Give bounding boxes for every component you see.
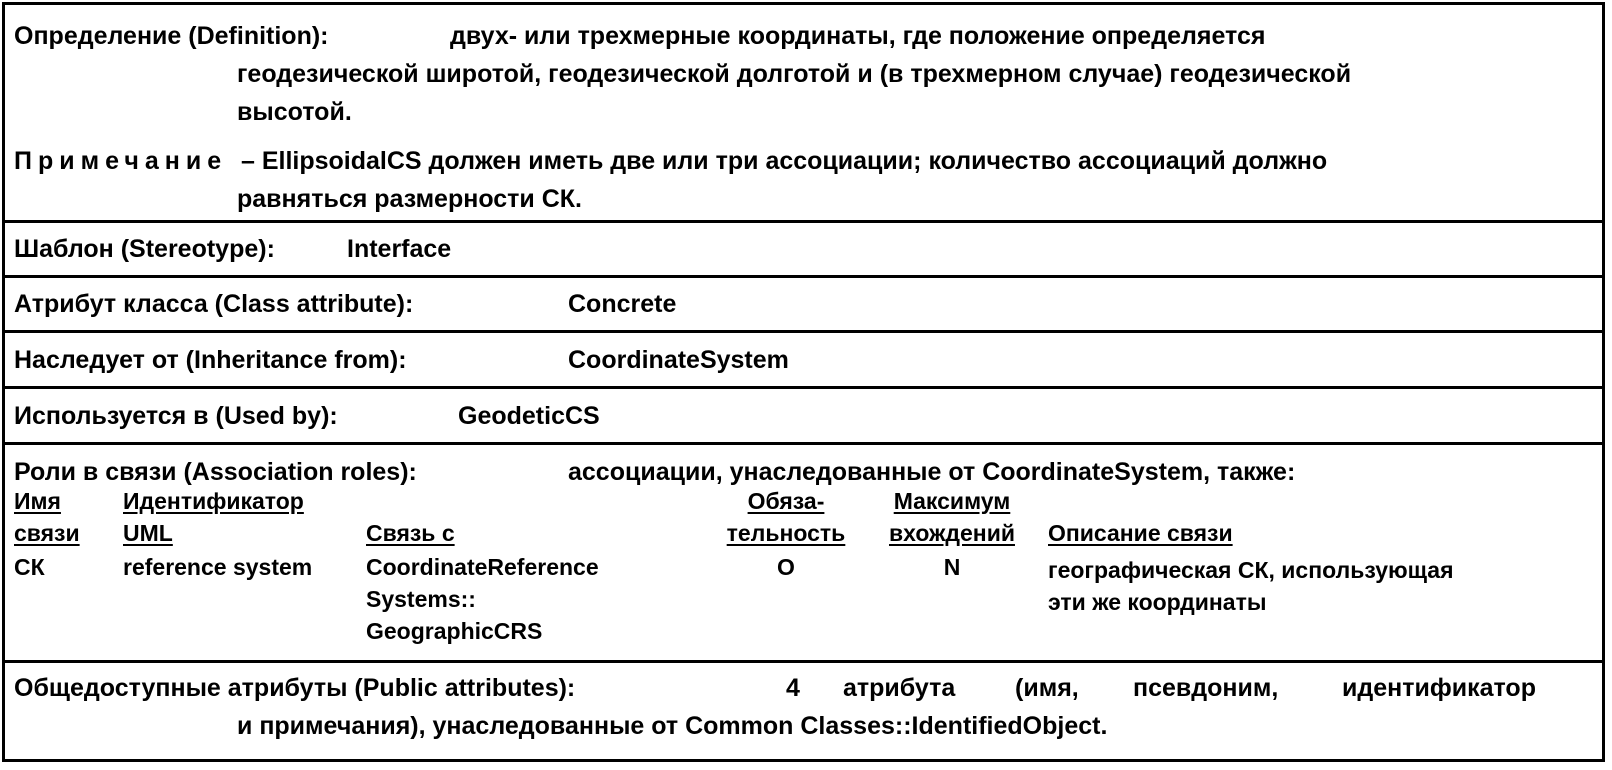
inheritance-row (5, 333, 1602, 389)
used-by-row (5, 389, 1602, 445)
header-obligation-line1: Обяза- (747, 488, 825, 514)
role-description-line2: эти же координаты (1048, 589, 1267, 615)
used-by-label: Используется в (Used by): (14, 402, 338, 430)
association-roles-value: ассоциации, унаследованные от CoordinateSystem, также: (568, 458, 1296, 486)
header-max-line2: вхождений (889, 520, 1015, 546)
header-name-line1: Имя (14, 488, 61, 514)
public-attributes-word-3: (имя, (1015, 674, 1079, 702)
public-attributes-word-4: псевдоним, (1133, 674, 1279, 702)
role-link-line3: GeographicCRS (366, 618, 543, 644)
header-description: Описание связи (1048, 520, 1233, 546)
role-description-line1: географическая СК, использующая (1048, 557, 1454, 583)
stereotype-value: Interface (347, 235, 452, 263)
used-by-value: GeodeticCS (458, 402, 600, 430)
header-uml-line1: Идентификатор (123, 488, 304, 514)
note-text-line2: равняться размерности СК. (237, 185, 582, 213)
public-attributes-word-5: идентификатор (1342, 674, 1536, 702)
class-attribute-row (5, 278, 1602, 333)
stereotype-label: Шаблон (Stereotype): (14, 235, 275, 263)
note-label: Примечание (14, 147, 228, 175)
inheritance-label: Наследует от (Inheritance from): (14, 346, 407, 374)
note-text-line1: – EllipsoidalCS должен иметь две или три ассоциации; количество ассоциаций должно (241, 147, 1328, 175)
definition-label: Определение (Definition): (14, 22, 329, 50)
role-link-line1: CoordinateReference (366, 554, 599, 580)
header-name-line2: связи (14, 520, 80, 546)
role-link-line2: Systems:: (366, 586, 476, 612)
definition-text-line1: двух- или трехмерные координаты, где положение определяется (450, 22, 1266, 50)
role-uml: reference system (123, 554, 313, 580)
header-link: Связь с (366, 520, 455, 546)
class-attribute-value: Concrete (568, 290, 677, 318)
association-roles-label: Роли в связи (Association roles): (14, 458, 417, 486)
definition-text-line3: высотой. (237, 98, 352, 126)
public-attributes-word-2: атрибута (843, 674, 956, 702)
role-obligation: O (777, 554, 795, 580)
definition-row (5, 5, 1602, 223)
header-uml-line2: UML (123, 520, 173, 546)
public-attributes-label: Общедоступные атрибуты (Public attributes): (14, 674, 576, 702)
public-attributes-row (5, 663, 1602, 762)
public-attributes-word-1: 4 (786, 674, 800, 702)
role-max: N (943, 554, 961, 580)
header-obligation-line2: тельность (726, 520, 846, 546)
header-max-line1: Максимум (893, 488, 1011, 514)
stereotype-row (5, 223, 1602, 278)
definition-text-line2: геодезической широтой, геодезической долготой и (в трехмерном случае) геодезической (237, 60, 1352, 88)
class-attribute-label: Атрибут класса (Class attribute): (14, 290, 414, 318)
public-attributes-line2: и примечания), унаследованные от Common Classes::IdentifiedObject. (237, 712, 1108, 740)
association-roles-row (5, 445, 1602, 663)
role-name: СК (14, 554, 45, 580)
inheritance-value: CoordinateSystem (568, 346, 789, 374)
definition-table (2, 2, 1605, 762)
